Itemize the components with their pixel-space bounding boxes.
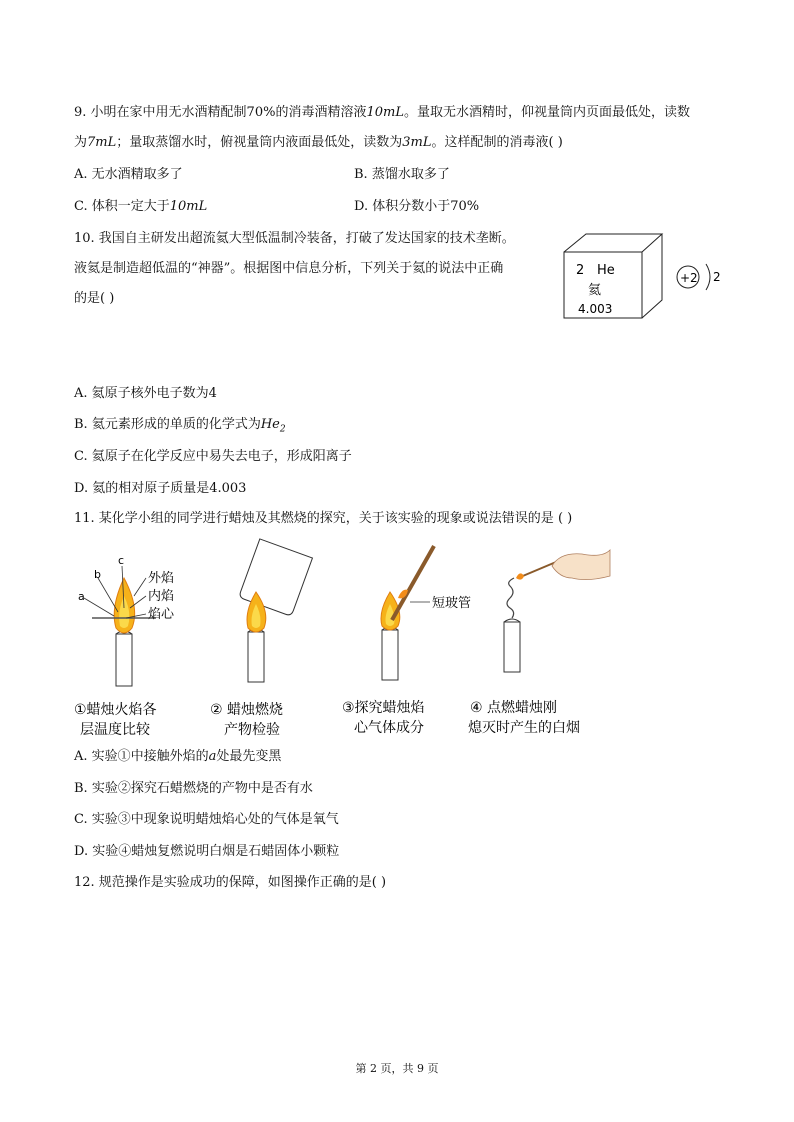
element-symbol: He xyxy=(597,263,615,278)
q9-option-a: A. 无水酒精取多了 xyxy=(74,167,183,182)
q9-option-d: D. 体积分数小于70% xyxy=(354,199,480,214)
q10-option-d: D. 氦的相对原子质量是4.003 xyxy=(74,481,247,496)
caption-3-line-2: 心气体成分 xyxy=(354,720,424,736)
q11-option-b: B. 实验②探究石蜡燃烧的产物中是否有水 xyxy=(74,781,313,796)
caption-4-line-1: ④ 点燃蜡烛刚 xyxy=(470,700,558,716)
element-name: 氦 xyxy=(588,283,602,298)
q10-line-2: 液氦是制造超低温的“神器”。根据图中信息分析，下列关于氦的说法中正确 xyxy=(74,261,504,276)
label-a: a xyxy=(78,590,85,603)
q11-option-c: C. 实验③中现象说明蜡烛焰心处的气体是氧气 xyxy=(74,812,339,827)
label-outer-flame: 外焰 xyxy=(148,571,175,586)
q10-option-b: B. 氦元素形成的单质的化学式为$He_2$ xyxy=(74,417,286,435)
caption-1-line-1: ①蜡烛火焰各 xyxy=(74,702,157,718)
caption-3-line-1: ③探究蜡烛焰 xyxy=(342,700,425,716)
q10-line-1: 10. 我国自主研发出超流氦大型低温制冷装备，打破了发达国家的技术垄断。 xyxy=(74,231,515,246)
label-flame-core: 焰心 xyxy=(148,607,175,622)
caption-2-line-1: ② 蜡烛燃烧 xyxy=(210,702,284,718)
caption-2-line-2: 产物检验 xyxy=(224,722,280,738)
q11-option-d: D. 实验④蜡烛复燃说明白烟是石蜡固体小颗粒 xyxy=(74,844,340,859)
label-b: b xyxy=(94,568,101,581)
label-c: c xyxy=(118,554,125,567)
atomic-number: 2 xyxy=(576,263,585,278)
figure-white-smoke xyxy=(464,548,614,740)
q9-line-1: 9. 小明在家中用无水酒精配制70%的消毒酒精溶液10mL。量取无水酒精时，仰视量筒内页面最低处，读数 xyxy=(74,105,690,120)
atomic-mass: 4.003 xyxy=(578,302,613,316)
q10-option-a: A. 氦原子核外电子数为4 xyxy=(74,386,217,401)
caption-4-line-2: 熄灭时产生的白烟 xyxy=(468,720,580,736)
label-glass-tube: 短玻管 xyxy=(432,596,472,611)
q10-line-3: 的是( ) xyxy=(74,291,115,306)
helium-atom-structure xyxy=(672,258,726,298)
caption-1-line-2: 层温度比较 xyxy=(80,722,150,738)
q9-option-c: C. 体积一定大于10mL xyxy=(74,199,208,214)
figure-flame-core-gas xyxy=(338,540,478,740)
figure-product-test xyxy=(204,536,324,740)
nucleus-charge: +2 xyxy=(680,271,698,285)
q9-option-b: B. 蒸馏水取多了 xyxy=(354,167,450,182)
q11-option-a: A. 实验①中接触外焰的a处最先变黑 xyxy=(74,749,282,764)
q12-stem: 12. 规范操作是实验成功的保障，如图操作正确的是( ) xyxy=(74,875,387,890)
page-footer: 第 2 页，共 9 页 xyxy=(355,1062,439,1075)
helium-element-cell xyxy=(560,230,670,322)
q9-line-2: 为7mL；量取蒸馏水时，俯视量筒内液面最低处，读数为3mL。这样配制的消毒液( ) xyxy=(74,135,563,150)
q10-option-c: C. 氦原子在化学反应中易失去电子，形成阳离子 xyxy=(74,449,352,464)
label-inner-flame: 内焰 xyxy=(148,589,175,604)
figure-flame-layers xyxy=(72,550,202,740)
electron-shell-count: 2 xyxy=(713,270,721,284)
q11-stem: 11. 某化学小组的同学进行蜡烛及其燃烧的探究，关于该实验的现象或说法错误的是 ( ) xyxy=(74,511,573,526)
